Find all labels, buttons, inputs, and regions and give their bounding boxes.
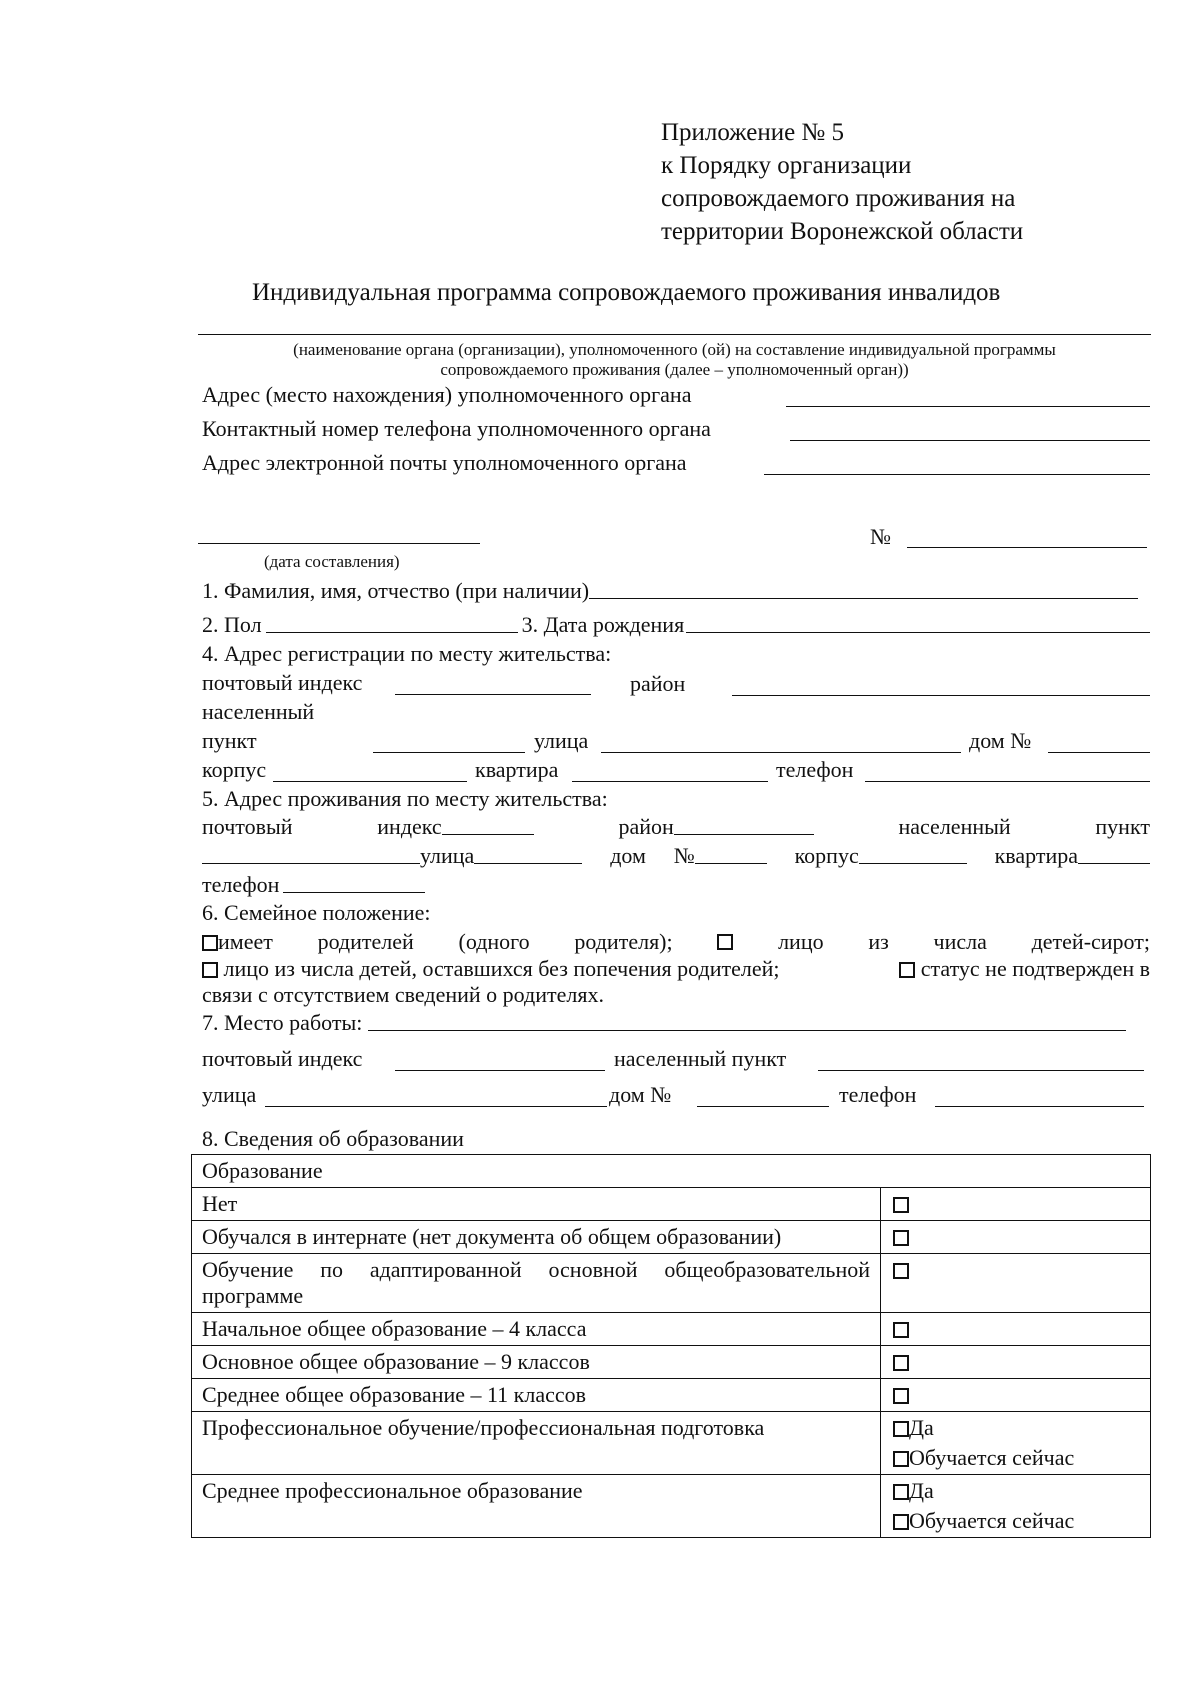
s5-word-index: индекс — [377, 814, 442, 839]
option-yes-label: Да — [909, 1478, 934, 1503]
option-studying-now[interactable] — [893, 1445, 1138, 1471]
org-phone-label: Контактный номер телефона уполномоченного органа — [202, 416, 711, 441]
s6-title: 6. Семейное положение: — [202, 900, 431, 925]
s7-house-label: дом № — [609, 1082, 672, 1107]
s4-postal-line[interactable] — [395, 694, 591, 695]
option-studying-now-label: Обучается сейчас — [909, 1508, 1075, 1533]
s6-word: (одного — [458, 929, 530, 954]
s4-postal-label: почтовый индекс — [202, 670, 363, 695]
table-row — [192, 1155, 1151, 1188]
s6-word: числа — [933, 929, 987, 954]
s4-street-line[interactable] — [601, 752, 961, 753]
s6-word: лицо — [778, 929, 824, 954]
edu-row-label: Среднее профессиональное образование — [192, 1475, 881, 1538]
s6-word: имеет — [218, 929, 273, 954]
s5-phone-line[interactable] — [283, 892, 425, 893]
s4-building-label: корпус — [202, 757, 267, 782]
s7-settlement-line[interactable] — [818, 1070, 1144, 1071]
s5-district-label: район — [618, 814, 674, 839]
org-email-label: Адрес электронной почты уполномоченного органа — [202, 450, 687, 475]
gender-line[interactable] — [266, 632, 518, 633]
s7-phone-label: телефон — [839, 1082, 917, 1107]
option-yes[interactable] — [893, 1415, 1138, 1441]
s7-street-label: улица — [202, 1082, 257, 1107]
s6-option-not-confirmed[interactable] — [899, 956, 1150, 982]
edu-row-label: Основное общее образование – 9 классов — [192, 1346, 881, 1379]
s7-phone-line[interactable] — [935, 1106, 1144, 1107]
checkbox-icon[interactable] — [899, 962, 915, 978]
org-phone-line[interactable] — [790, 440, 1150, 441]
checkbox-icon[interactable] — [717, 934, 733, 950]
table-row — [192, 1412, 1151, 1475]
org-address-line[interactable] — [786, 406, 1150, 407]
number-label: № — [870, 524, 891, 549]
checkbox-icon[interactable] — [893, 1421, 909, 1437]
s4-house-label: дом № — [969, 728, 1032, 753]
table-row — [192, 1475, 1151, 1538]
number-line[interactable] — [907, 547, 1147, 548]
org-caption-2: сопровождаемого проживания (далее – уполномоченный орган)) — [440, 360, 909, 379]
s5-word-settlement: населенный — [898, 814, 1011, 839]
s5-apartment-line[interactable] — [1078, 863, 1150, 864]
table-row — [192, 1379, 1151, 1412]
table-row — [192, 1188, 1151, 1221]
date-caption: (дата составления) — [264, 552, 400, 571]
s6-word: родителей — [317, 929, 414, 954]
section-1 — [202, 578, 1138, 604]
appendix-line-2: к Порядку организации — [661, 152, 912, 179]
s6-line-1 — [202, 929, 1150, 955]
s7-house-line[interactable] — [697, 1106, 829, 1107]
s4-street-label: улица — [534, 728, 589, 753]
date-line[interactable] — [198, 543, 480, 544]
edu-row-label: Профессиональное обучение/профессиональная подготовка — [192, 1412, 881, 1475]
s4-settlement-label-1: населенный — [202, 699, 315, 724]
checkbox-icon[interactable] — [893, 1263, 909, 1279]
birthdate-label: 3. Дата рождения — [521, 612, 685, 637]
s5-line-1 — [202, 814, 1150, 840]
table-row — [192, 1346, 1151, 1379]
edu-row-label: Нет — [192, 1188, 881, 1221]
s6-word: детей-сирот; — [1031, 929, 1150, 954]
table-row — [192, 1254, 1151, 1313]
s4-title: 4. Адрес регистрации по месту жительства: — [202, 641, 612, 666]
s4-district-label: район — [630, 671, 686, 696]
fio-label: 1. Фамилия, имя, отчество (при наличии) — [202, 578, 590, 603]
s6-option-has-parents[interactable] — [202, 929, 273, 955]
checkbox-icon[interactable] — [893, 1355, 909, 1371]
s4-apartment-line[interactable] — [572, 781, 768, 782]
s6-option-without-care[interactable] — [202, 956, 779, 982]
checkbox-icon[interactable] — [893, 1322, 909, 1338]
s5-phone-label: телефон — [202, 872, 280, 897]
s5-apartment-label: квартира — [994, 843, 1078, 868]
birthdate-line[interactable] — [686, 632, 1150, 633]
s6-word: родителя); — [574, 929, 673, 954]
form-title: Индивидуальная программа сопровождаемого проживания инвалидов — [252, 279, 1001, 306]
s7-workplace-line[interactable] — [368, 1030, 1126, 1031]
s7-line-1 — [202, 1010, 1126, 1036]
s4-house-line[interactable] — [1048, 752, 1150, 753]
checkbox-icon[interactable] — [893, 1451, 909, 1467]
s5-district-line[interactable] — [674, 834, 814, 835]
checkbox-icon[interactable] — [893, 1388, 909, 1404]
edu-row-label: Начальное общее образование – 4 класса — [192, 1313, 881, 1346]
table-header: Образование — [192, 1155, 1151, 1188]
org-email-line[interactable] — [764, 474, 1150, 475]
s5-postal-line[interactable] — [442, 834, 534, 835]
s7-title: 7. Место работы: — [202, 1010, 363, 1035]
fio-line[interactable] — [589, 598, 1138, 599]
org-caption-1: (наименование органа (организации), уполномоченного (ой) на составление индивидуальной программы — [293, 340, 1056, 359]
s6-text: статус не подтвержден в — [920, 956, 1150, 981]
s5-word-postal: почтовый — [202, 814, 293, 839]
table-row — [192, 1313, 1151, 1346]
option-studying-now[interactable] — [893, 1508, 1138, 1534]
s4-settlement-line[interactable] — [373, 752, 525, 753]
edu-row-label: Обучение по адаптированной основной общеобразовательной программе — [192, 1254, 881, 1313]
s5-house-a: дом — [610, 843, 646, 868]
s4-settlement-label-2: пункт — [202, 728, 257, 753]
gender-label: 2. Пол — [202, 612, 262, 637]
s8-title: 8. Сведения об образовании — [202, 1126, 464, 1151]
appendix-line-3: сопровождаемого проживания на — [661, 185, 1016, 212]
appendix-header — [661, 116, 1023, 248]
s4-building-line[interactable] — [273, 781, 467, 782]
org-address-label: Адрес (место нахождения) уполномоченного органа — [202, 382, 692, 407]
option-yes[interactable] — [893, 1478, 1138, 1504]
s4-phone-label: телефон — [776, 757, 854, 782]
s7-settlement-label: населенный пункт — [614, 1046, 787, 1071]
appendix-line-1: Приложение № 5 — [661, 119, 845, 146]
table-row — [192, 1221, 1151, 1254]
edu-row-label: Обучался в интернате (нет документа об общем образовании) — [192, 1221, 881, 1254]
s5-house-b: № — [673, 843, 695, 868]
education-table — [191, 1154, 1151, 1538]
appendix-line-4: территории Воронежской области — [661, 218, 1024, 245]
option-studying-now-label: Обучается сейчас — [909, 1445, 1075, 1470]
s7-postal-line[interactable] — [395, 1070, 605, 1071]
s7-street-line[interactable] — [265, 1106, 607, 1107]
s6-line-2 — [202, 956, 1150, 982]
s5-building-label: корпус — [794, 843, 859, 868]
s5-street-label: улица — [420, 843, 475, 868]
section-2-3 — [202, 612, 1150, 638]
s5-house-line[interactable] — [695, 863, 767, 864]
checkbox-icon[interactable] — [202, 935, 218, 951]
org-name-line[interactable] — [198, 334, 1151, 335]
s5-line-2 — [202, 843, 1150, 869]
checkbox-icon[interactable] — [893, 1484, 909, 1500]
s5-line-3 — [202, 872, 425, 898]
s5-title: 5. Адрес проживания по месту жительства: — [202, 786, 608, 811]
s5-street-line[interactable] — [474, 863, 582, 864]
s6-word: из — [868, 929, 889, 954]
s4-phone-line[interactable] — [865, 781, 1150, 782]
s5-building-line[interactable] — [859, 863, 967, 864]
s7-postal-label: почтовый индекс — [202, 1046, 363, 1071]
s4-district-line[interactable] — [732, 695, 1150, 696]
s5-settlement-line[interactable] — [202, 863, 420, 864]
option-yes-label: Да — [909, 1415, 934, 1440]
edu-row-label: Среднее общее образование – 11 классов — [192, 1379, 881, 1412]
checkbox-icon[interactable] — [893, 1197, 909, 1213]
s5-word-point: пункт — [1095, 814, 1150, 839]
s4-apartment-label: квартира — [475, 757, 559, 782]
s6-line-3: связи с отсутствием сведений о родителях. — [202, 982, 604, 1007]
checkbox-icon[interactable] — [893, 1514, 909, 1530]
checkbox-icon[interactable] — [202, 962, 218, 978]
checkbox-icon[interactable] — [893, 1230, 909, 1246]
s6-text: лицо из числа детей, оставшихся без попечения родителей; — [223, 956, 780, 981]
